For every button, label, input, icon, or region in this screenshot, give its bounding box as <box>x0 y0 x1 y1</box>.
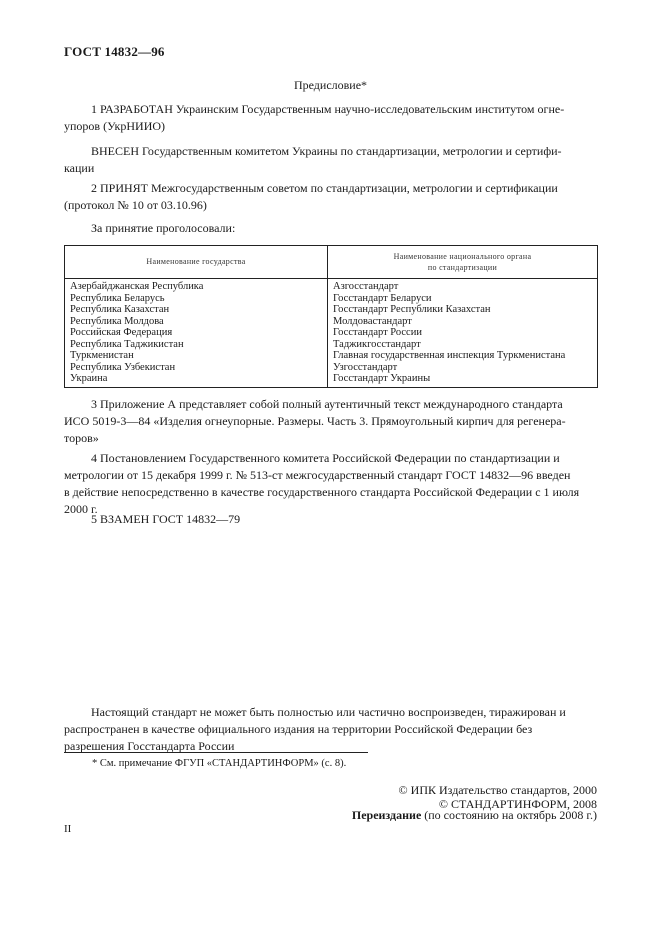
page-number: II <box>64 823 72 835</box>
states-column <box>65 279 328 388</box>
paragraph-line: 3 Приложение А представляет собой полный аутентичный текст международного стандарта <box>91 397 563 411</box>
table-header-state: Наименование государства <box>65 246 328 279</box>
standards-body-name: Госстандарт России <box>333 327 422 338</box>
state-name: Республика Узбекистан <box>70 361 176 373</box>
paragraph-line: ВНЕСЕН Государственным комитетом Украины по стандартизации, метрологии и сертифи- <box>91 144 562 158</box>
paragraph-line: ИСО 5019-3—84 «Изделия огнеупорные. Размеры. Часть 3. Прямоугольный кирпич для регенера- <box>64 414 566 428</box>
standards-body-name: Главная государственная инспекция Туркменистана <box>333 350 566 361</box>
paragraph-replaces <box>64 511 598 528</box>
paragraph-voted <box>64 220 598 237</box>
copyright-publisher: © ИПК Издательство стандартов, 2000 <box>398 783 597 797</box>
paragraph-adopted <box>64 180 598 214</box>
state-name: Республика Казахстан <box>70 304 170 315</box>
copyright-standartinform: © СТАНДАРТИНФОРМ, 2008 <box>438 797 597 811</box>
standard-code: ГОСТ 14832—96 <box>64 44 165 59</box>
standards-body-name: Госстандарт Украины <box>333 373 431 384</box>
paragraph-line: в действие непосредственно в качестве государственного стандарта Российской Федерации с 1 июля <box>64 485 580 499</box>
paragraph-line: 2 ПРИНЯТ Межгосударственным советом по стандартизации, метрологии и сертификации <box>91 181 558 195</box>
standards-body-name: Узгосстандарт <box>333 361 398 373</box>
reproduction-notice <box>64 704 598 755</box>
paragraph-line: упоров (УкрНИИО) <box>64 119 166 133</box>
foreword-title: Предисловие* <box>293 78 368 92</box>
standards-body-name: Таджикгосстандарт <box>333 338 421 350</box>
paragraph-introduced <box>64 143 598 177</box>
standards-body-name: Азгосстандарт <box>333 281 399 292</box>
paragraph-annex <box>64 396 598 447</box>
footnote-divider <box>64 752 368 753</box>
paragraph-line: метрологии от 15 декабря 1999 г. № 513-ст межгосударственный стандарт ГОСТ 14832—96 введен <box>64 468 571 482</box>
paragraph-line: разрешения Госстандарта России <box>64 739 235 753</box>
standards-body-name: Молдовастандарт <box>333 315 412 327</box>
paragraph-line: 5 ВЗАМЕН ГОСТ 14832—79 <box>91 512 241 526</box>
state-name: Республика Молдова <box>70 315 164 327</box>
table-header-body: Наименование национального органа по стандартизации <box>328 246 598 279</box>
state-name: Украина <box>70 373 108 384</box>
paragraph-line: (протокол № 10 от 03.10.96) <box>64 198 207 212</box>
bodies-column <box>328 279 598 388</box>
state-name: Российская Федерация <box>70 327 173 338</box>
paragraph-line: 1 РАЗРАБОТАН Украинским Государственным научно-исследовательским институтом огне- <box>91 102 565 116</box>
state-name: Республика Таджикистан <box>70 338 184 350</box>
paragraph-line: 2000 г. <box>64 502 98 516</box>
paragraph-decree <box>64 450 598 518</box>
reprint-note: Переиздание (по состоянию на октябрь 2008 г.) <box>351 808 597 822</box>
footnote: * См. примечание ФГУП «СТАНДАРТИНФОРМ» (с. 8). <box>92 758 347 769</box>
voting-states-table <box>64 245 598 388</box>
paragraph-line: кации <box>64 161 95 175</box>
paragraph-line: распространен в качестве официального издания на территории Российской Федерации без <box>64 722 533 736</box>
paragraph-line: торов» <box>64 431 99 445</box>
paragraph-line: Настоящий стандарт не может быть полностью или частично воспроизведен, тиражирован и <box>91 705 566 719</box>
state-name: Азербайджанская Республика <box>70 281 204 292</box>
standards-body-name: Госстандарт Республики Казахстан <box>333 304 491 315</box>
state-name: Республика Беларусь <box>70 292 165 304</box>
state-name: Туркменистан <box>70 350 134 361</box>
paragraph-developed <box>64 101 598 135</box>
paragraph-line: За принятие проголосовали: <box>91 221 236 235</box>
standards-body-name: Госстандарт Беларуси <box>333 292 432 304</box>
paragraph-line: 4 Постановлением Государственного комитета Российской Федерации по стандартизации и <box>91 451 560 465</box>
